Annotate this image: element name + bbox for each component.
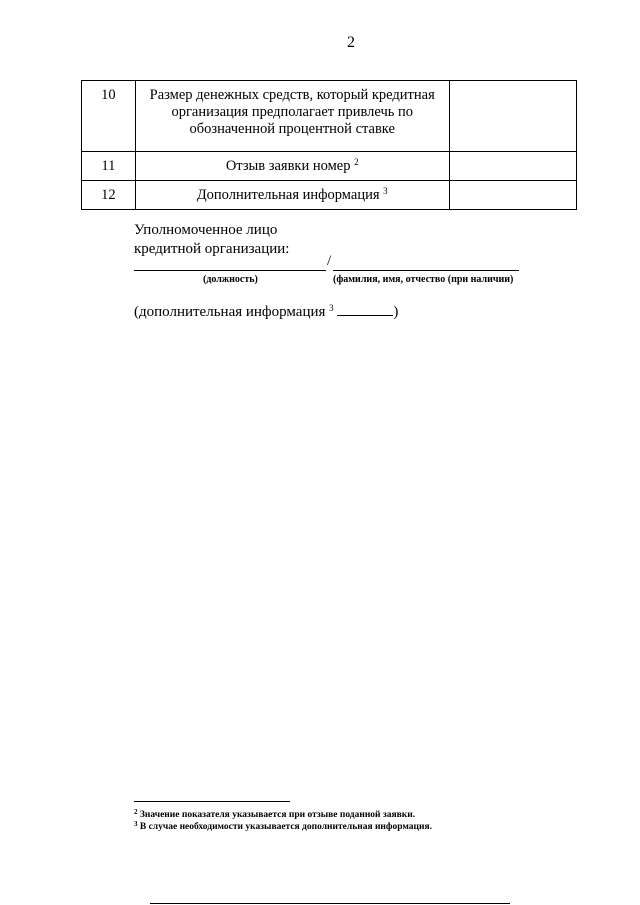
footnote-mark: 2 [134, 808, 138, 816]
table-row [82, 181, 577, 210]
authorized-person-line1: Уполномоченное лицо [134, 222, 278, 238]
footnote-ref: 3 [329, 303, 334, 313]
footnote-text: В случае необходимости указывается дополнительная информация. [139, 822, 432, 832]
footnote-mark: 3 [134, 820, 138, 828]
row-value-cell[interactable] [449, 81, 576, 152]
table-row [82, 152, 577, 181]
row-label [135, 81, 449, 152]
additional-info-blank[interactable] [337, 303, 393, 316]
form-table [81, 80, 577, 210]
row-label-text: Размер денежных средств, который кредитная организация предполагает привлечь по обозначенной процентной ставке [149, 87, 435, 137]
additional-info-open: (дополнительная информация [134, 304, 326, 320]
row-value-cell[interactable] [449, 152, 576, 181]
position-line[interactable] [134, 270, 326, 271]
position-caption: (должность) [203, 274, 258, 285]
row-value-cell[interactable] [449, 181, 576, 210]
footnote-ref: 2 [354, 156, 359, 167]
scan-edge-line [150, 903, 510, 904]
additional-info-line [134, 303, 398, 321]
row-label-text: Отзыв заявки номер [225, 157, 351, 174]
row-number: 10 [82, 81, 136, 152]
row-number: 12 [82, 181, 136, 210]
row-label [135, 152, 449, 181]
full-name-line[interactable] [333, 270, 519, 271]
row-label-text: Дополнительная информация [196, 186, 380, 203]
footnote-ref: 3 [383, 185, 388, 196]
footnote-text: Значение показателя указывается при отзыве поданной заявки. [139, 810, 416, 820]
authorized-person-line2: кредитной организации: [134, 241, 290, 257]
additional-info-close: ) [393, 304, 399, 320]
footnote [134, 810, 415, 820]
table-row [82, 81, 577, 152]
authorized-person-label [134, 221, 289, 259]
footnote [134, 822, 432, 832]
signature-separator: / [327, 253, 332, 269]
row-number: 11 [82, 152, 136, 181]
page-number: 2 [347, 34, 355, 51]
row-label [135, 181, 449, 210]
footnote-divider [134, 801, 290, 802]
full-name-caption: (фамилия, имя, отчество (при наличии) [333, 274, 514, 285]
